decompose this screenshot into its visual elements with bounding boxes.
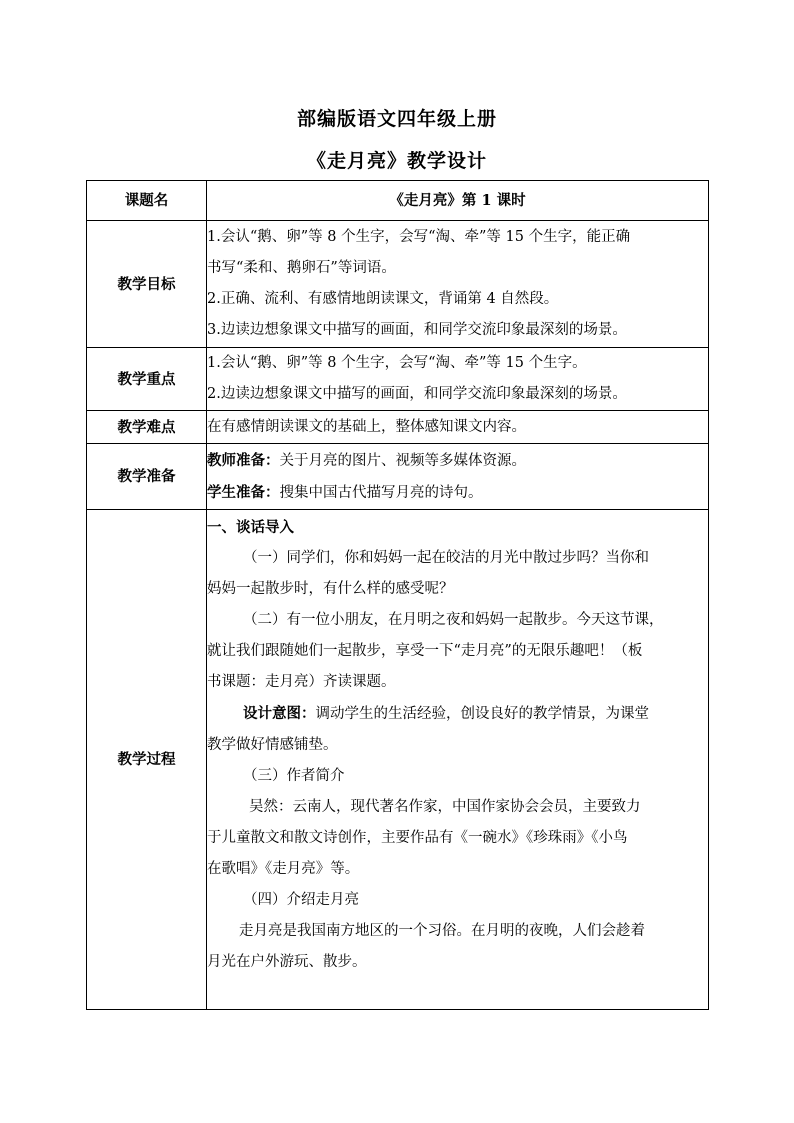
student-preparation-text: 搜集中国古代描写月亮的诗句。 bbox=[279, 484, 483, 501]
row-topic bbox=[87, 181, 709, 221]
row-goals bbox=[87, 221, 709, 348]
row-difficulty bbox=[87, 411, 709, 444]
design-intent-line bbox=[207, 698, 708, 730]
goals-line: 2.正确、流利、有感情地朗读课文，背诵第 4 自然段。 bbox=[207, 291, 559, 307]
process-paragraph-line: 妈妈一起散步时，有什么样的感受呢？ bbox=[207, 581, 454, 597]
label-process: 教学过程 bbox=[87, 510, 207, 1010]
design-intent-label: 设计意图： bbox=[243, 705, 316, 722]
row-key-points bbox=[87, 348, 709, 411]
label-key-points: 教学重点 bbox=[87, 348, 207, 411]
label-difficulty: 教学难点 bbox=[87, 411, 207, 444]
difficulty-content: 在有感情朗读课文的基础上，整体感知课文内容。 bbox=[207, 411, 709, 444]
student-preparation bbox=[207, 477, 708, 509]
goals-line: 1.会认“鹅、卵”等 8 个生字，会写“淘、牵”等 15 个生字，能正确 bbox=[207, 229, 631, 245]
process-paragraph-line: 在歌唱》《走月亮》等。 bbox=[207, 861, 360, 877]
process-paragraph-line: 走月亮是我国南方地区的一个习俗。在月明的夜晚，人们会趁着 bbox=[239, 923, 645, 939]
row-process bbox=[87, 510, 709, 1010]
process-paragraph-line: （二）有一位小朋友，在月明之夜和妈妈一起散步。今天这节课， bbox=[243, 612, 664, 628]
goals-line: 书写“柔和、鹅卵石”等词语。 bbox=[207, 260, 396, 276]
goals-content bbox=[207, 221, 709, 348]
key-points-content bbox=[207, 348, 709, 411]
section-heading: 一、谈话导入 bbox=[207, 519, 294, 536]
process-paragraph-line: 书课题：走月亮）齐读课题。 bbox=[207, 674, 396, 690]
document-title: 部编版语文四年级上册 bbox=[296, 108, 497, 130]
process-paragraph-line: 月光在户外游玩、散步。 bbox=[207, 954, 367, 970]
teacher-preparation bbox=[207, 445, 708, 477]
label-topic: 课题名 bbox=[87, 181, 207, 221]
goals-line: 3.边读边想象课文中描写的画面，和同学交流印象最深刻的场景。 bbox=[207, 322, 627, 338]
preparation-content bbox=[207, 444, 709, 510]
subheading-author: （三）作者简介 bbox=[243, 768, 345, 784]
label-preparation: 教学准备 bbox=[87, 444, 207, 510]
document-subtitle: 《走月亮》教学设计 bbox=[306, 150, 487, 172]
teacher-preparation-text: 关于月亮的图片、视频等多媒体资源。 bbox=[279, 452, 526, 469]
key-points-line: 1.会认“鹅、卵”等 8 个生字，会写“淘、牵”等 15 个生字。 bbox=[207, 355, 587, 371]
teacher-preparation-label: 教师准备： bbox=[207, 451, 280, 469]
row-preparation bbox=[87, 444, 709, 510]
design-intent-text: 调动学生的生活经验，创设良好的教学情景，为课堂 bbox=[315, 706, 649, 722]
process-paragraph-line: 教学做好情感铺垫。 bbox=[207, 737, 338, 753]
process-paragraph-line: 就让我们跟随她们一起散步，享受一下“走月亮”的无限乐趣吧！（板 bbox=[207, 643, 643, 659]
label-goals: 教学目标 bbox=[87, 221, 207, 348]
process-content bbox=[207, 510, 709, 1010]
lesson-plan-table bbox=[86, 180, 709, 1010]
subheading-intro: （四）介绍走月亮 bbox=[243, 892, 359, 908]
process-paragraph-line: （一）同学们，你和妈妈一起在皎洁的月光中散过步吗？当你和 bbox=[243, 550, 649, 566]
process-paragraph-line: 于儿童散文和散文诗创作，主要作品有《一碗水》《珍珠雨》《小鸟 bbox=[207, 830, 628, 846]
key-points-line: 2.边读边想象课文中描写的画面，和同学交流印象最深刻的场景。 bbox=[207, 386, 627, 402]
student-preparation-label: 学生准备： bbox=[207, 483, 280, 501]
process-paragraph-line: 吴然：云南人，现代著名作家，中国作家协会会员，主要致力 bbox=[249, 799, 641, 815]
topic-value: 《走月亮》第 1 课时 bbox=[207, 181, 709, 221]
